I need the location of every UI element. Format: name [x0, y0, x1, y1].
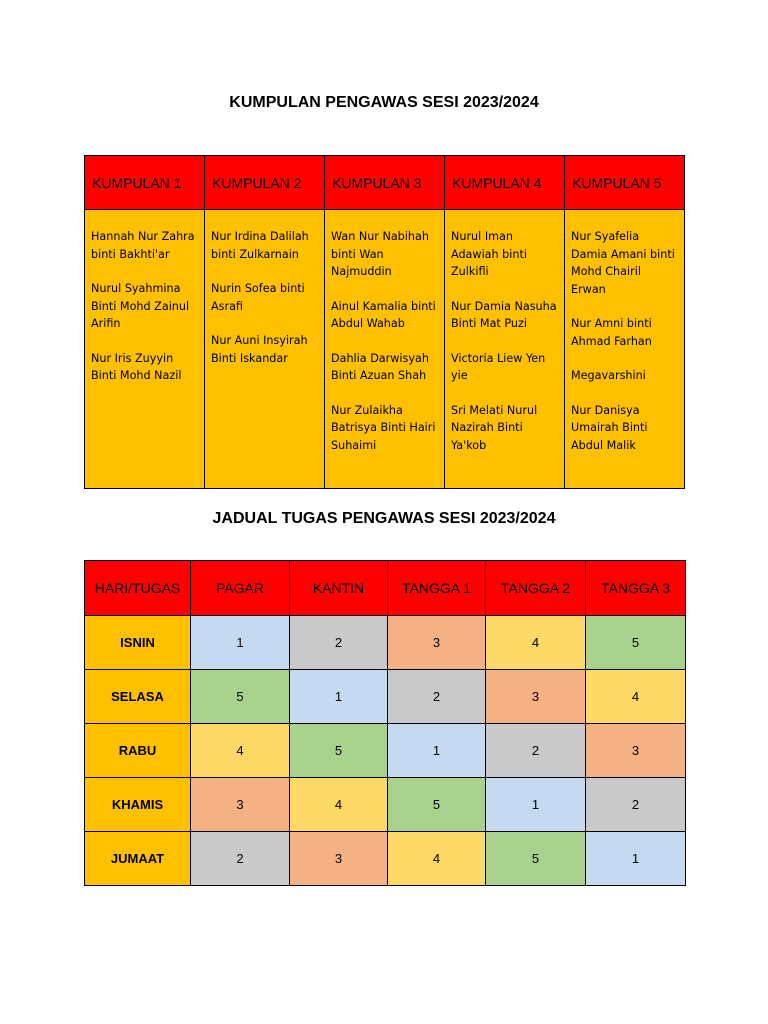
- duty-cell: 4: [388, 832, 486, 886]
- member-name: Ainul Kamalia binti Abdul Wahab: [331, 299, 436, 330]
- member-name: Nur Damia Nasuha Binti Mat Puzi: [451, 299, 557, 330]
- duty-cell: 1: [486, 778, 586, 832]
- groups-title: KUMPULAN PENGAWAS SESI 2023/2024: [229, 94, 539, 111]
- duty-cell: 2: [191, 832, 290, 886]
- day-cell: JUMAAT: [85, 832, 191, 886]
- duty-cell: 2: [586, 778, 686, 832]
- member-name: Hannah Nur Zahra binti Bakhti'ar: [91, 230, 195, 261]
- groups-members-row: [85, 210, 685, 489]
- schedule-header-row: [85, 561, 686, 616]
- group-2-members: [205, 210, 325, 489]
- duty-cell: 3: [290, 832, 388, 886]
- day-cell: SELASA: [85, 670, 191, 724]
- member-name: Wan Nur Nabihah binti Wan Najmuddin: [331, 230, 429, 278]
- schedule-header: TANGGA 3: [586, 561, 686, 616]
- duty-cell: 2: [290, 616, 388, 670]
- duty-cell: 5: [191, 670, 290, 724]
- duty-cell: 1: [290, 670, 388, 724]
- schedule-table: [84, 560, 686, 886]
- member-name: Nur Auni Insyirah Binti Iskandar: [211, 334, 308, 365]
- group-header: KUMPULAN 2: [205, 156, 325, 210]
- member-name: Nur Zulaikha Batrisya Binti Hairi Suhaimi: [331, 403, 436, 452]
- duty-cell: 5: [388, 778, 486, 832]
- member-name: Nurin Sofea binti Asrafi: [211, 282, 305, 313]
- duty-cell: 2: [388, 670, 486, 724]
- duty-cell: 2: [486, 724, 586, 778]
- group-3-members: [325, 210, 445, 489]
- group-header: KUMPULAN 1: [85, 156, 205, 210]
- schedule-row: [85, 724, 686, 778]
- member-name: Megavarshini: [571, 369, 646, 382]
- duty-cell: 5: [290, 724, 388, 778]
- member-name: Nur Danisya Umairah Binti Abdul Malik: [571, 403, 648, 452]
- duty-cell: 1: [388, 724, 486, 778]
- day-cell: KHAMIS: [85, 778, 191, 832]
- member-name: Nurul Syahmina Binti Mohd Zainul Arifin: [91, 282, 190, 330]
- day-cell: RABU: [85, 724, 191, 778]
- member-name: Nur Iris Zuyyin Binti Mohd Nazil: [91, 351, 182, 382]
- groups-table: [84, 155, 685, 489]
- schedule-row: [85, 670, 686, 724]
- group-header: KUMPULAN 5: [565, 156, 685, 210]
- duty-cell: 4: [586, 670, 686, 724]
- schedule-row: [85, 778, 686, 832]
- member-name: Dahlia Darwisyah Binti Azuan Shah: [331, 351, 429, 382]
- member-name: Nur Irdina Dalilah binti Zulkarnain: [211, 230, 309, 261]
- schedule-row: [85, 616, 686, 670]
- duty-cell: 3: [586, 724, 686, 778]
- duty-cell: 3: [388, 616, 486, 670]
- schedule-header: TANGGA 2: [486, 561, 586, 616]
- duty-cell: 5: [486, 832, 586, 886]
- member-name: Nur Amni binti Ahmad Farhan: [571, 317, 652, 348]
- group-4-members: [445, 210, 565, 489]
- group-header: KUMPULAN 3: [325, 156, 445, 210]
- group-1-members: [85, 210, 205, 489]
- schedule-title: JADUAL TUGAS PENGAWAS SESI 2023/2024: [212, 510, 556, 527]
- schedule-row: [85, 832, 686, 886]
- member-name: Sri Melati Nurul Nazirah Binti Ya'kob: [451, 403, 538, 452]
- member-name: Nurul Iman Adawiah binti Zulkifli: [451, 230, 527, 278]
- duty-cell: 3: [191, 778, 290, 832]
- schedule-header: HARI/TUGAS: [85, 561, 191, 616]
- group-5-members: [565, 210, 685, 489]
- duty-cell: 4: [290, 778, 388, 832]
- duty-cell: 4: [486, 616, 586, 670]
- schedule-header: PAGAR: [191, 561, 290, 616]
- duty-cell: 1: [586, 832, 686, 886]
- member-name: Victoria Liew Yen yie: [451, 351, 546, 382]
- groups-header-row: [85, 156, 685, 210]
- duty-cell: 4: [191, 724, 290, 778]
- member-name: Nur Syafelia Damia Amani binti Mohd Chairil Erwan: [571, 230, 675, 296]
- day-cell: ISNIN: [85, 616, 191, 670]
- schedule-header: TANGGA 1: [388, 561, 486, 616]
- schedule-header: KANTIN: [290, 561, 388, 616]
- duty-cell: 3: [486, 670, 586, 724]
- group-header: KUMPULAN 4: [445, 156, 565, 210]
- duty-cell: 1: [191, 616, 290, 670]
- duty-cell: 5: [586, 616, 686, 670]
